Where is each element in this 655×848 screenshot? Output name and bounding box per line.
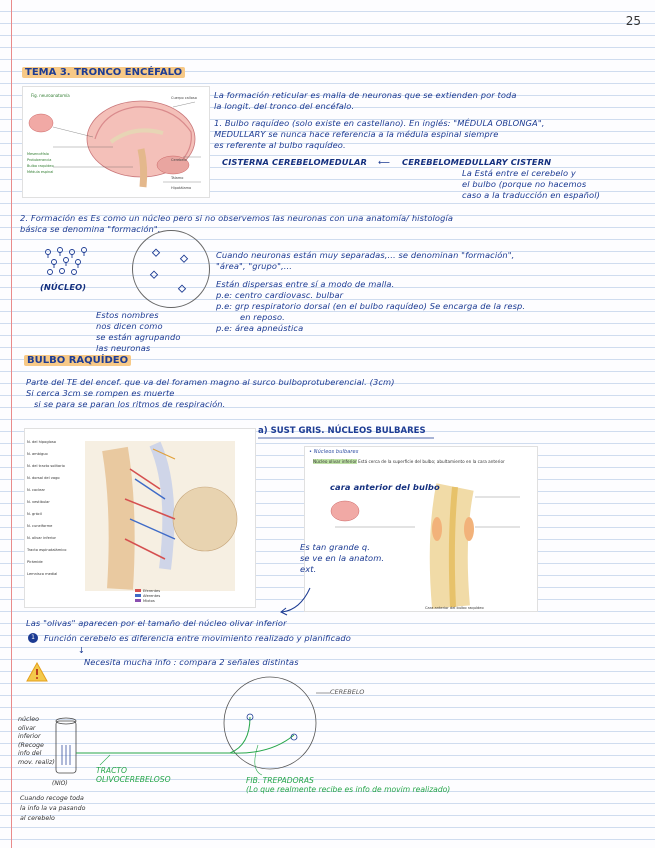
nucleos-bulbares-label: • Núcleos bulbares	[309, 449, 359, 455]
brain-illustration	[23, 87, 209, 197]
brain-label: Cuerpo calloso	[171, 96, 197, 100]
page-number: 25	[625, 14, 641, 28]
bulbo-definition: 1. Bulbo raquídeo (solo existe en castellano). En inglés: "MÉDULA OBLONGA", MEDULLARY se nunca hace referencia a la médula espinal siempre es referente al bulbo raquídeo.	[214, 118, 545, 150]
stem-label: N. dorsal del vago	[27, 476, 60, 480]
stem-label: N. del tracto solitario	[27, 464, 65, 468]
necesita-info-text: Necesita mucha info : compara 2 señales distintas	[84, 657, 299, 667]
stem-label: N. cuneiforme	[27, 524, 53, 528]
curved-arrow-icon	[276, 584, 316, 618]
brain-label: Mesencéfalo	[27, 152, 49, 156]
bulbo-section-title: BULBO RAQUÍDEO	[24, 355, 131, 366]
arrow-left-icon: ⟵	[378, 157, 390, 167]
stem-label: Pirámide	[27, 560, 43, 564]
brain-label: Cerebelo	[171, 158, 187, 162]
cisterna-en: CEREBELOMEDULLARY CISTERN	[402, 157, 552, 167]
legend-label: Aferentes	[143, 594, 161, 598]
section-title: TEMA 3. TRONCO ENCÉFALO	[22, 67, 185, 78]
brainstem-figure	[24, 428, 256, 608]
dispersas-text: Están dispersas entre sí a modo de malla. p.e: centro cardiovasc. bulbar p.e: grp respiratorio dorsal (en el bulbo raquídeo) Se encarga de la resp. en reposo. p.e: área apneústica	[216, 279, 526, 333]
stem-label: N. ambiguo	[27, 452, 48, 456]
brain-label: Hipotálamo	[171, 186, 192, 190]
stem-label: N. grácil	[27, 512, 42, 516]
brain-label: Tálamo	[171, 176, 184, 180]
brain-label: Protuberancia	[27, 158, 52, 162]
intro-text: La formación reticular es malla de neuronas que se extienden por toda la longit. del tronco del encéfalo.	[214, 90, 517, 111]
stem-label: Lemnisco medial	[27, 572, 58, 576]
funcion-cerebelo-text: Función cerebelo es diferencia entre movimiento realizado y planificado	[44, 633, 351, 643]
nucleo-label: (NÚCLEO)	[40, 282, 87, 292]
brainstem-illustration	[25, 429, 255, 607]
brain-label: Bulbo raquídeo	[27, 164, 54, 168]
olive-green-note: Núcleo olivar inferior Está cerca de la superficie del bulbo; abultamiento en la cara anterior	[313, 459, 505, 464]
function-number-badge: 1	[28, 633, 38, 643]
nucleo-neurons-drawing	[40, 244, 100, 280]
brain-figure-tag: Fig. neuroanatomía	[31, 93, 70, 98]
fibras-label: FIB. TREPADORAS (Lo que realmente recibe es info de movim realizado)	[246, 776, 451, 794]
cisterna-es: CISTERNA CEREBELOMEDULAR	[222, 157, 368, 167]
tracto-label: TRACTO OLIVOCEREBELOSO	[96, 766, 171, 784]
nucleo-olivar-note: núcleo olivar inferior (Recoge info del mov. realiz)	[18, 716, 55, 766]
legend-label: Eferentes	[143, 589, 161, 593]
cara-anterior-label: cara anterior del bulbo	[330, 482, 440, 492]
brain-figure	[22, 86, 210, 198]
formacion-definition: 2. Formación es Es como un núcleo pero si no observemos las neuronas con una anatomía/ histología básica se denomina "formación".	[20, 213, 454, 234]
stem-label: N. olivar inferior	[27, 536, 57, 540]
down-arrow-icon: ↓	[78, 645, 86, 655]
cerebelo-label: CEREBELO	[330, 688, 365, 696]
stem-label: N. del hipogloso	[27, 440, 56, 444]
tan-grande-note: Es tan grande q. se ve en la anatom. ext.	[300, 542, 385, 574]
olive-figure-caption: Cara anterior del bulbo raquídeo	[425, 606, 484, 610]
olive-illustration	[305, 447, 537, 611]
olivas-text: Las "olivas" aparecen por el tamaño del núcleo olivar inferior	[26, 618, 287, 628]
olive-figure	[304, 446, 538, 612]
nio-label: (NIO)	[52, 780, 68, 787]
stem-label: Tracto espinotalámico	[27, 548, 67, 552]
bottom-note: Cuando recoge toda la info la va pasando al cerebelo	[20, 795, 86, 822]
stem-label: N. vestibular	[27, 500, 50, 504]
bulbo-section-text: Parte del TE del encef. que va del foramen magno al surco bulboprotuberencial. (3cm) Si cerca 3cm se rompen es muerte si se para se paran los ritmos de respiración.	[26, 377, 395, 409]
sust-gris-title: a) SUST GRIS. NÚCLEOS BULBARES	[258, 426, 426, 436]
cisterna-note: La Está entre el cerebelo y el bulbo (porque no hacemos caso a la traducción en español)	[462, 168, 600, 200]
cuando-text: Cuando neuronas están muy separadas,... se denominan "formación", "área", "grupo",...	[216, 250, 515, 271]
stem-label: N. coclear	[27, 488, 46, 492]
legend-label: Mixtos	[143, 599, 155, 603]
sust-gris-underline	[258, 436, 438, 440]
nombres-note: Estos nombres nos dicen como se están agrupando las neuronas	[96, 310, 181, 353]
brain-label: Médula espinal	[27, 170, 54, 174]
formacion-neurons-drawing	[132, 230, 208, 306]
